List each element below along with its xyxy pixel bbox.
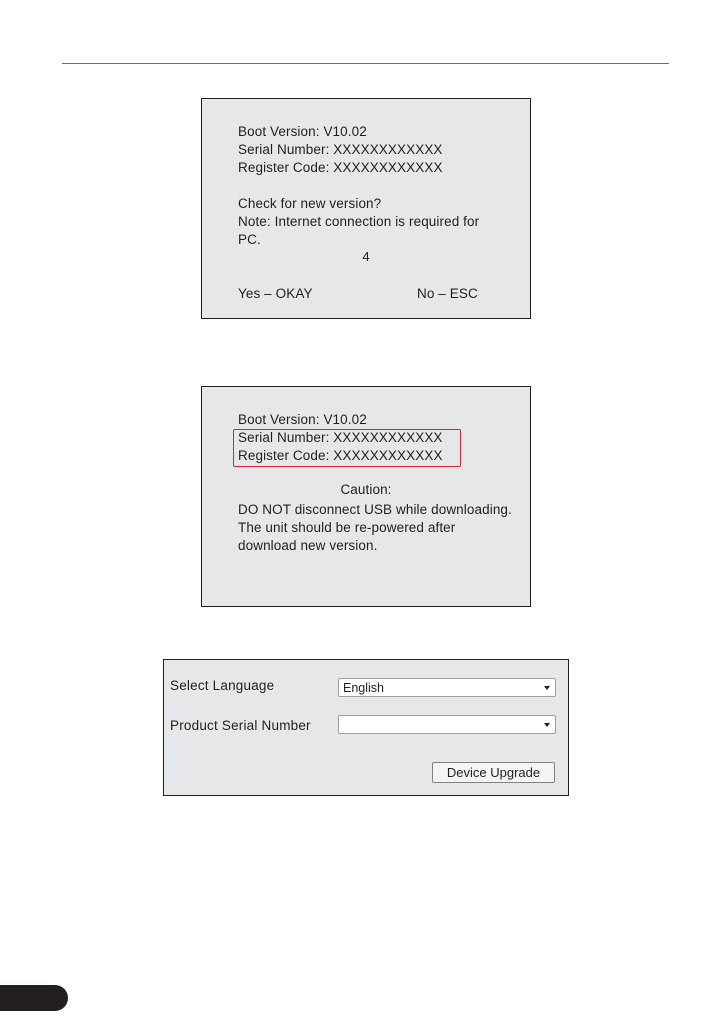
yes-okay-option[interactable]: Yes – OKAY	[238, 286, 313, 301]
serial-number-select[interactable]	[338, 715, 556, 734]
chevron-down-icon	[544, 723, 550, 727]
header-rule	[62, 63, 669, 64]
device-upgrade-button[interactable]: Device Upgrade	[432, 762, 555, 783]
serial-register-highlight	[233, 429, 461, 467]
no-esc-option[interactable]: No – ESC	[417, 286, 478, 301]
register-code-text: Register Code: XXXXXXXXXXXX	[238, 160, 443, 175]
note-line-2: PC.	[238, 232, 261, 247]
caution-line-2: The unit should be re-powered after	[238, 520, 456, 535]
caution-line-3: download new version.	[238, 538, 378, 553]
chevron-down-icon	[544, 686, 550, 690]
caution-line-1: DO NOT disconnect USB while downloading.	[238, 502, 512, 517]
register-code-text: Register Code: XXXXXXXXXXXX	[238, 448, 443, 463]
serial-number-text: Serial Number: XXXXXXXXXXXX	[238, 430, 443, 445]
boot-screen-check-version	[201, 98, 531, 319]
boot-version-text: Boot Version: V10.02	[238, 412, 367, 427]
device-upgrade-panel	[163, 659, 569, 796]
language-select-value: English	[343, 681, 384, 695]
caution-title: Caution:	[340, 482, 392, 497]
product-serial-number-label: Product Serial Number	[170, 718, 311, 733]
check-version-question: Check for new version?	[238, 196, 382, 211]
select-language-label: Select Language	[170, 678, 275, 693]
note-line-1: Note: Internet connection is required for	[238, 214, 480, 229]
countdown-counter: 4	[362, 249, 370, 264]
page-number-tab	[0, 985, 68, 1011]
language-select[interactable]	[338, 678, 556, 697]
serial-number-text: Serial Number: XXXXXXXXXXXX	[238, 142, 443, 157]
boot-screen-caution	[201, 386, 531, 607]
boot-version-text: Boot Version: V10.02	[238, 124, 367, 139]
